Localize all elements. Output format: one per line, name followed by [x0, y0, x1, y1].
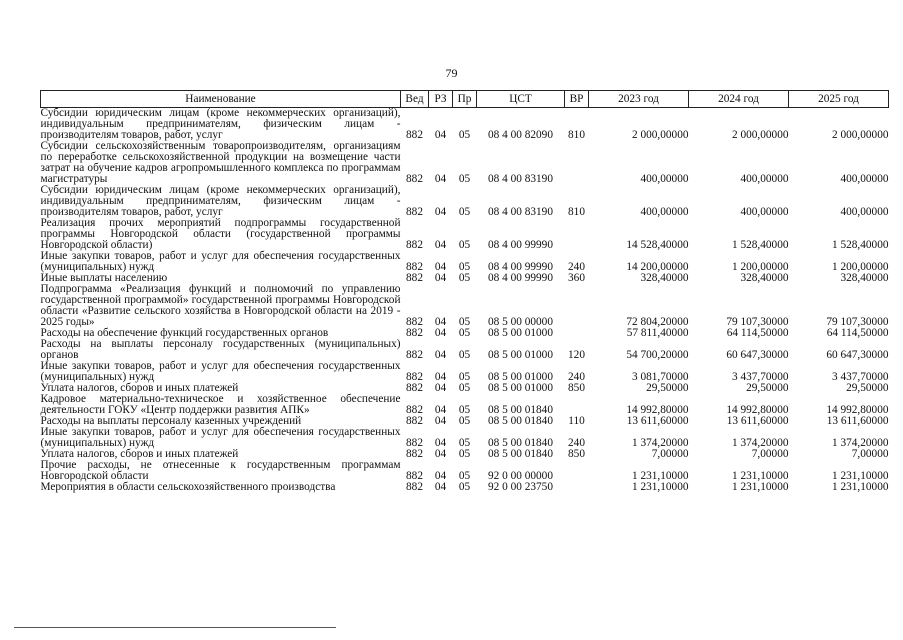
row-ved: 882 [406, 261, 423, 273]
row-amount-2025: 1 231,10000 [832, 470, 889, 482]
row-cst: 08 5 00 01840 [488, 437, 553, 449]
row-amount-2024: 400,00000 [740, 173, 789, 185]
row-cst: 08 5 00 01840 [488, 415, 553, 427]
row-rz: 04 [434, 448, 447, 460]
row-name: Субсидии юридическим лицам (кроме некоммерческих организаций), индивидуальным предпринимателям, физическим лицам - производителям товаров, работ, услуг [40, 107, 401, 141]
row-cst: 08 5 00 01000 [488, 371, 553, 383]
row-vr: 360 [568, 272, 585, 284]
row-pr: 05 [458, 327, 471, 339]
row-vr [565, 394, 589, 416]
row-vr: 240 [568, 437, 585, 449]
row-name: Иные закупки товаров, работ и услуг для обеспечения государственных (муниципальных) нужд [40, 250, 401, 273]
row-pr: 05 [458, 371, 471, 383]
row-rz: 04 [434, 349, 447, 361]
row-pr: 05 [458, 239, 471, 251]
row-cst: 92 0 00 00000 [488, 470, 553, 482]
row-ved: 882 [406, 371, 423, 383]
row-vr: 850 [568, 382, 585, 394]
row-rz: 04 [434, 415, 447, 427]
row-ved: 882 [406, 173, 423, 185]
budget-table [40, 90, 889, 493]
table-row [41, 141, 889, 185]
row-name: Уплата налогов, сборов и иных платежей [40, 382, 239, 394]
row-vr: 240 [568, 371, 585, 383]
row-amount-2024: 14 992,80000 [726, 404, 789, 416]
row-name: Расходы на выплаты персоналу государственных (муниципальных) органов [40, 338, 401, 361]
row-name: Прочие расходы, не отнесенные к государственным программам Новгородской области [40, 459, 401, 482]
row-rz: 04 [434, 437, 447, 449]
row-vr: 120 [568, 349, 585, 361]
row-amount-2024: 29,50000 [746, 382, 789, 394]
table-header-row [41, 91, 889, 108]
row-ved: 882 [406, 349, 423, 361]
row-vr [565, 328, 589, 339]
row-name: Подпрограмма «Реализация функций и полномочий по управлению государственной программой» государственной программы Новгородской области «Развитие сельского хозяйства в Новгородской области на 2019 - 2025 годы» [40, 283, 401, 328]
row-amount-2024: 1 374,20000 [732, 437, 789, 449]
row-rz: 04 [434, 470, 447, 482]
row-cst: 08 5 00 01840 [488, 404, 553, 416]
row-cst: 08 5 00 00000 [488, 316, 553, 328]
row-amount-2025: 1 200,00000 [832, 261, 889, 273]
row-pr: 05 [458, 272, 471, 284]
table-row [41, 218, 889, 251]
row-amount-2023: 328,40000 [640, 272, 689, 284]
row-pr: 05 [458, 415, 471, 427]
row-amount-2023: 400,00000 [640, 206, 689, 218]
row-amount-2025: 1 528,40000 [832, 239, 889, 251]
row-amount-2025: 13 611,60000 [826, 415, 889, 427]
row-ved: 882 [406, 272, 423, 284]
row-amount-2023: 14 200,00000 [626, 261, 689, 273]
row-ved: 882 [406, 129, 423, 141]
row-amount-2024: 13 611,60000 [726, 415, 789, 427]
row-amount-2024: 328,40000 [740, 272, 789, 284]
row-ved: 882 [406, 448, 423, 460]
row-ved: 882 [406, 481, 423, 493]
row-amount-2025: 79 107,30000 [826, 316, 889, 328]
row-amount-2023: 72 804,20000 [626, 316, 689, 328]
row-amount-2023: 1 231,10000 [632, 481, 689, 493]
row-amount-2025: 7,00000 [851, 448, 889, 460]
row-amount-2024: 60 647,30000 [726, 349, 789, 361]
row-amount-2025: 14 992,80000 [826, 404, 889, 416]
row-pr: 05 [458, 481, 471, 493]
row-vr [565, 218, 589, 251]
row-rz: 04 [434, 173, 447, 185]
table-row [41, 427, 889, 449]
row-amount-2024: 1 200,00000 [732, 261, 789, 273]
row-amount-2024: 79 107,30000 [726, 316, 789, 328]
header-ved: Вед [401, 91, 429, 108]
row-ved: 882 [406, 470, 423, 482]
row-name: Иные закупки товаров, работ и услуг для обеспечения государственных (муниципальных) нужд [40, 426, 401, 449]
table-row [41, 482, 889, 493]
row-cst: 92 0 00 23750 [488, 481, 553, 493]
row-amount-2025: 2 000,00000 [832, 129, 889, 141]
row-amount-2023: 2 000,00000 [632, 129, 689, 141]
row-cst: 08 4 00 99990 [488, 239, 553, 251]
row-rz: 04 [434, 371, 447, 383]
row-rz: 04 [434, 261, 447, 273]
row-amount-2023: 54 700,20000 [626, 349, 689, 361]
header-cst: ЦСТ [477, 91, 565, 108]
row-vr: 240 [568, 261, 585, 273]
table-row [41, 394, 889, 416]
row-amount-2025: 3 437,70000 [832, 371, 889, 383]
row-amount-2024: 1 528,40000 [732, 239, 789, 251]
row-cst: 08 4 00 99990 [488, 272, 553, 284]
row-vr: 810 [568, 129, 585, 141]
row-pr: 05 [458, 382, 471, 394]
row-amount-2023: 7,00000 [651, 448, 689, 460]
row-amount-2023: 400,00000 [640, 173, 689, 185]
row-ved: 882 [406, 327, 423, 339]
row-cst: 08 4 00 83190 [488, 173, 553, 185]
row-amount-2025: 400,00000 [840, 173, 889, 185]
row-pr: 05 [458, 173, 471, 185]
row-amount-2023: 13 611,60000 [626, 415, 689, 427]
page-number: 79 [445, 66, 458, 80]
row-rz: 04 [434, 272, 447, 284]
row-pr: 05 [458, 349, 471, 361]
table-row [41, 185, 889, 218]
row-amount-2025: 328,40000 [840, 272, 889, 284]
row-vr [565, 460, 589, 482]
row-pr: 05 [458, 206, 471, 218]
row-name: Иные выплаты населению [40, 272, 168, 284]
page-bottom-rule [14, 627, 336, 628]
row-ved: 882 [406, 382, 423, 394]
row-amount-2024: 400,00000 [740, 206, 789, 218]
row-cst: 08 5 00 01840 [488, 448, 553, 460]
row-cst: 08 5 00 01000 [488, 327, 553, 339]
row-name: Уплата налогов, сборов и иных платежей [40, 448, 239, 460]
row-vr [565, 284, 589, 328]
row-ved: 882 [406, 437, 423, 449]
row-name: Расходы на обеспечение функций государственных органов [40, 327, 329, 339]
header-vr: ВР [565, 91, 589, 108]
table-row [41, 284, 889, 328]
row-amount-2023: 57 811,40000 [626, 327, 689, 339]
table-row [41, 361, 889, 383]
header-2024: 2024 год [689, 91, 789, 108]
row-amount-2025: 64 114,50000 [826, 327, 889, 339]
row-cst: 08 4 00 82090 [488, 129, 553, 141]
row-amount-2025: 29,50000 [846, 382, 889, 394]
row-ved: 882 [406, 206, 423, 218]
table-row [41, 108, 889, 142]
row-rz: 04 [434, 404, 447, 416]
row-amount-2024: 7,00000 [751, 448, 789, 460]
row-rz: 04 [434, 316, 447, 328]
row-rz: 04 [434, 327, 447, 339]
row-pr: 05 [458, 470, 471, 482]
header-name: Наименование [41, 91, 401, 108]
row-amount-2025: 60 647,30000 [826, 349, 889, 361]
row-pr: 05 [458, 404, 471, 416]
row-rz: 04 [434, 239, 447, 251]
row-vr: 110 [568, 415, 585, 427]
table-row [41, 339, 889, 361]
row-amount-2024: 1 231,10000 [732, 470, 789, 482]
table-row [41, 251, 889, 273]
row-amount-2024: 64 114,50000 [726, 327, 789, 339]
row-ved: 882 [406, 404, 423, 416]
row-cst: 08 4 00 99990 [488, 261, 553, 273]
header-2023: 2023 год [589, 91, 689, 108]
row-amount-2024: 2 000,00000 [732, 129, 789, 141]
row-pr: 05 [458, 437, 471, 449]
row-vr [565, 141, 589, 185]
header-2025: 2025 год [789, 91, 889, 108]
row-amount-2025: 1 374,20000 [832, 437, 889, 449]
table-row [41, 460, 889, 482]
row-amount-2024: 3 437,70000 [732, 371, 789, 383]
row-cst: 08 5 00 01000 [488, 382, 553, 394]
row-name: Иные закупки товаров, работ и услуг для обеспечения государственных (муниципальных) нужд [40, 360, 401, 383]
row-pr: 05 [458, 129, 471, 141]
row-amount-2025: 1 231,10000 [832, 481, 889, 493]
row-rz: 04 [434, 481, 447, 493]
row-vr: 850 [568, 448, 585, 460]
row-cst: 08 4 00 83190 [488, 206, 553, 218]
row-ved: 882 [406, 239, 423, 251]
header-rz: РЗ [429, 91, 453, 108]
row-name: Субсидии сельскохозяйственным товаропроизводителям, организациям по переработке сельскохозяйственной продукции на возмещение части затрат на обучение кадров агропромышленного комплекса по программам магистратуры [40, 140, 401, 185]
row-amount-2023: 3 081,70000 [632, 371, 689, 383]
row-name: Кадровое материально-техническое и хозяйственное обеспечение деятельности ГОКУ «Центр поддержки развития АПК» [40, 393, 401, 416]
row-vr [565, 482, 589, 493]
row-amount-2025: 400,00000 [840, 206, 889, 218]
row-name: Мероприятия в области сельскохозяйственного производства [40, 481, 336, 493]
row-rz: 04 [434, 382, 447, 394]
row-amount-2023: 29,50000 [646, 382, 689, 394]
row-amount-2023: 1 231,10000 [632, 470, 689, 482]
row-amount-2023: 1 374,20000 [632, 437, 689, 449]
row-rz: 04 [434, 206, 447, 218]
row-cst: 08 5 00 01000 [488, 349, 553, 361]
row-rz: 04 [434, 129, 447, 141]
row-pr: 05 [458, 448, 471, 460]
row-name: Субсидии юридическим лицам (кроме некоммерческих организаций), индивидуальным предпринимателям, физическим лицам - производителям товаров, работ, услуг [40, 184, 401, 218]
row-vr: 810 [568, 206, 585, 218]
row-pr: 05 [458, 261, 471, 273]
row-amount-2023: 14 528,40000 [626, 239, 689, 251]
row-name: Расходы на выплаты персоналу казенных учреждений [40, 415, 302, 427]
header-pr: Пр [453, 91, 477, 108]
row-name: Реализация прочих мероприятий подпрограммы государственной программы Новгородской области (государственной программы Новгородской области) [40, 217, 401, 251]
row-amount-2023: 14 992,80000 [626, 404, 689, 416]
row-pr: 05 [458, 316, 471, 328]
table-body [41, 108, 889, 494]
row-ved: 882 [406, 415, 423, 427]
row-amount-2024: 1 231,10000 [732, 481, 789, 493]
row-ved: 882 [406, 316, 423, 328]
